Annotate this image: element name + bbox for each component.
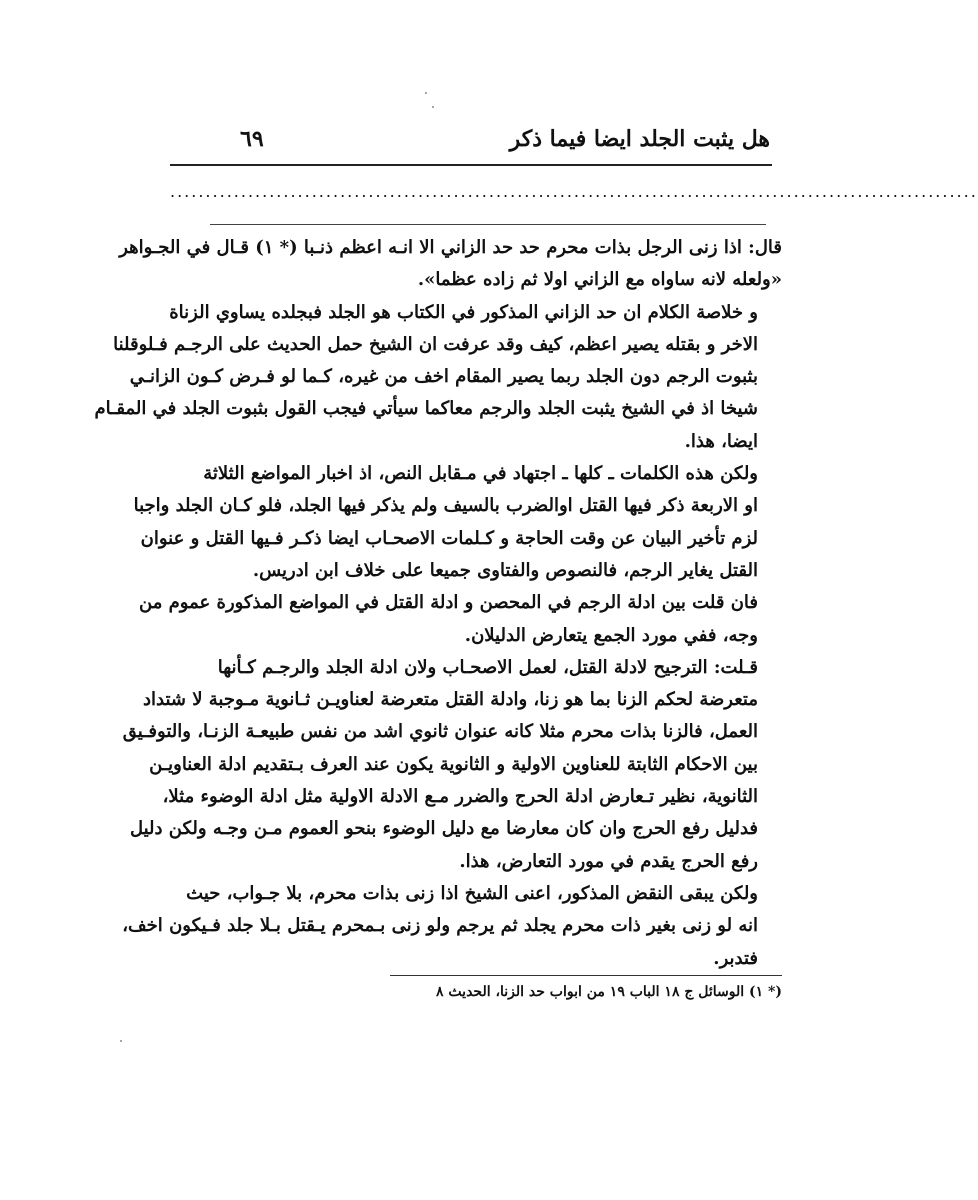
text-line: فان قلت بين ادلة الرجم في المحصن و ادلة القتل في المواضع المذكورة عموم من	[139, 592, 758, 614]
text-line: وجه، ففي مورد الجمع يتعارض الدليلان.	[464, 624, 758, 646]
scan-speck	[432, 106, 434, 108]
text-line: بثبوت الرجم دون الجلد ربما يصير المقام اخف من غيره، كـما لو فـرض كـون الزانـي	[129, 366, 758, 388]
text-line: انه لو زنى بغير ذات محرم يجلد ثم يرجم ولو زنى بـمحرم يـقتل بـلا جلد فـيكون اخف،	[122, 915, 758, 937]
paragraph	[133, 458, 782, 587]
text-line: لزم تأخير البيان عن وقت الحاجة و كـلمات الاصحـاب ايضا ذكـر فـيها القتل و عنوان	[140, 527, 758, 549]
paragraph	[139, 587, 782, 652]
text-line: قال: اذا زنى الرجل بذات محرم حد حد الزاني الا انـه اعظم ذنـبا (* ١) قـال في الجـواهر	[119, 237, 782, 258]
text-line: الاخر و بقتله يصير اعظم، كيف وقد عرفت ان الشيخ حمل الحديث على الرجـم فـلوقلنا	[113, 333, 758, 355]
text-line: العمل، فالزنا بذات محرم مثلا كانه عنوان ثانوي اشد من نفس طبيعـة الزنـا، والتوفـيق	[122, 721, 758, 743]
text-line: القتل يغاير الرجم، فالنصوص والفتاوى جميعا على خلاف ابن ادريس.	[252, 559, 758, 581]
text-line: فتدبر.	[713, 947, 758, 969]
text-line: بين الاحكام الثابتة للعناوين الاولية و الثانوية يكون عند العرف بـتقديم ادلة العناويـن	[149, 753, 758, 775]
text-line: ولكن يبقى النقض المذكور، اعنى الشيخ اذا زنى بذات محرم، بلا جـواب، حيث	[186, 882, 758, 904]
body-text	[94, 232, 782, 975]
header-title: هل يثبت الجلد ايضا فيما ذكر	[509, 126, 770, 152]
paragraph	[94, 297, 782, 458]
text-line: رفع الحرج يقدم في مورد التعارض، هذا.	[459, 850, 758, 872]
text-line: او الاربعة ذكر فيها القتل اوالضرب بالسيف ولم يذكر فيها الجلد، فلو كـان الجلد واجبا	[133, 495, 758, 517]
text-line: و خلاصة الكلام ان حد الزاني المذكور في الكتاب هو الجلد فبجلده يساوي الزناة	[169, 301, 758, 323]
text-line: ولكن هذه الكلمات ـ كلها ـ اجتهاد في مـقابل النص، اذ اخبار المواضع الثلاثة	[203, 463, 758, 485]
text-line: الثانوية، نظير تـعارض ادلة الحرج والضرر مـع الادلة الاولية مثل ادلة الوضوء مثلا،	[162, 786, 758, 808]
running-header	[170, 120, 785, 164]
text-line: «ولعله لانه ساواه مع الزاني اولا ثم زاده عظما».	[417, 269, 782, 291]
paragraph	[122, 652, 782, 878]
text-line: فدليل رفع الحرج وان كان معارضا مع دليل الوضوء بنحو العموم مـن وجـه ولكن دليل	[129, 818, 758, 840]
footnote-rule	[390, 975, 782, 976]
text-line: ايضا، هذا.	[684, 430, 758, 452]
scan-speck	[425, 92, 427, 94]
scan-speck	[120, 1040, 122, 1042]
header-rule	[170, 164, 772, 166]
text-line: شيخا اذ في الشيخ يثبت الجلد والرجم معاكما سيأتي فيجب القول بثبوت الجلد في المقـام	[94, 398, 758, 420]
footnote: (* ١) الوسائل ج ١٨ الباب ١٩ من ابواب حد الزنا، الحديث ٨	[436, 984, 782, 1000]
paragraph	[119, 232, 782, 297]
section-rule	[210, 224, 766, 225]
page-number: ٦٩	[240, 126, 264, 152]
dotted-separator: ..................................................................................................................	[170, 182, 978, 201]
text-line: متعرضة لحكم الزنا بما هو زنا، وادلة القتل متعرضة لعناويـن ثـانوية مـوجبة لا شتداد	[143, 689, 758, 711]
paragraph	[122, 878, 782, 975]
text-line: قـلت: الترجيح لادلة القتل، لعمل الاصحـاب ولان ادلة الجلد والرجـم كـأنها	[217, 656, 758, 678]
